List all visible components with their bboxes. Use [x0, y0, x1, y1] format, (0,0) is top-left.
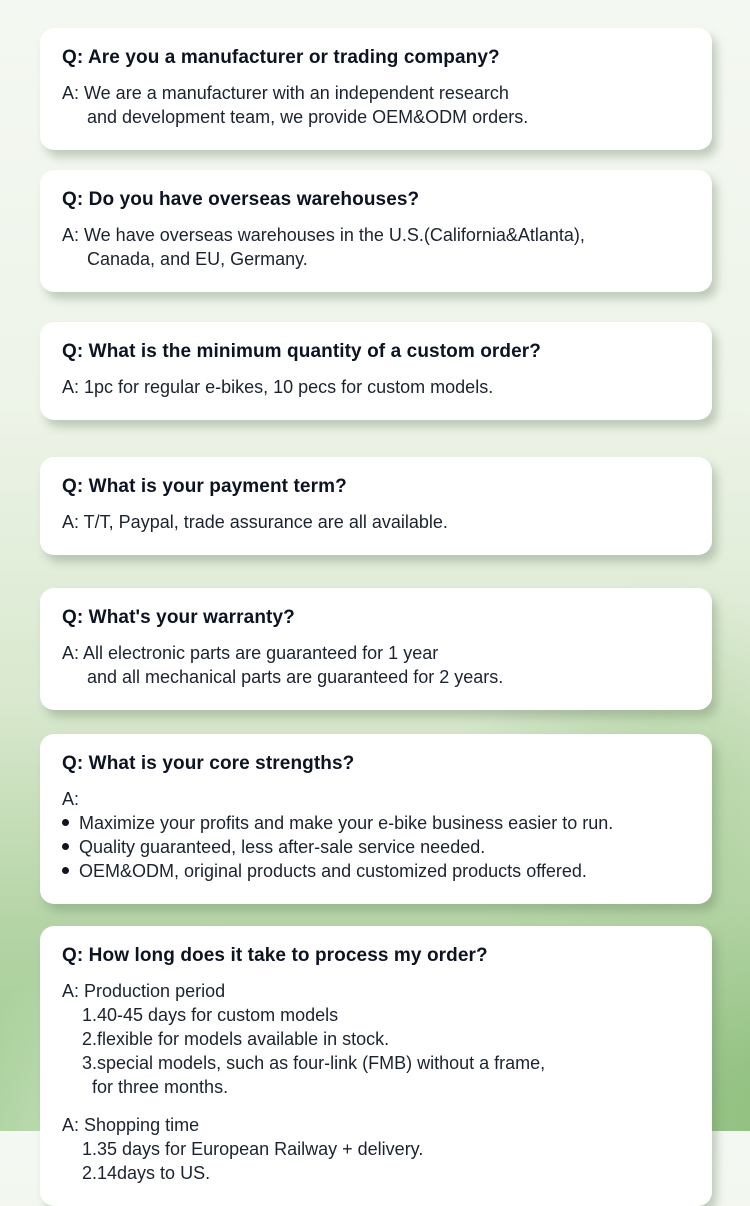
faq-question: Q: Are you a manufacturer or trading company? [62, 47, 500, 68]
faq-list-line: 2.flexible for models available in stock. [82, 1029, 390, 1049]
faq-answer-label: A: [62, 789, 80, 809]
faq-bullet-item [62, 859, 694, 883]
faq-card-4 [40, 457, 712, 555]
faq-bullet-item [62, 811, 694, 835]
faq-list-line: for three months. [92, 1077, 229, 1097]
faq-card-7 [40, 926, 712, 1206]
faq-answer-line: Canada, and EU, Germany. [87, 249, 308, 269]
faq-card-6 [40, 734, 712, 904]
bullet-icon [62, 843, 69, 850]
faq-answer-line: and all mechanical parts are guaranteed for 2 years. [87, 667, 504, 687]
faq-list-line: 2.14days to US. [82, 1163, 211, 1183]
faq-question: Q: How long does it take to process my order? [62, 945, 488, 966]
faq-answer-line: A: We are a manufacturer with an independent research [62, 83, 509, 103]
faq-card-2 [40, 170, 712, 292]
faq-answer-line: A: 1pc for regular e-bikes, 10 pecs for custom models. [62, 377, 494, 397]
bullet-icon [62, 819, 69, 826]
faq-bullet-item [62, 835, 694, 859]
faq-bullet-text: Maximize your profits and make your e-bike business easier to run. [79, 813, 614, 833]
faq-list-line: 1.40-45 days for custom models [82, 1005, 339, 1025]
faq-list-line: 1.35 days for European Railway + delivery. [82, 1139, 424, 1159]
faq-answer-line: and development team, we provide OEM&ODM orders. [87, 107, 529, 127]
faq-answer-line: A: All electronic parts are guaranteed for 1 year [62, 643, 439, 663]
faq-bullet-text: OEM&ODM, original products and customized products offered. [79, 861, 587, 881]
faq-question: Q: What's your warranty? [62, 607, 295, 628]
faq-question: Q: What is your payment term? [62, 476, 347, 497]
faq-card-3 [40, 322, 712, 420]
faq-question: Q: What is your core strengths? [62, 753, 355, 774]
faq-section-label: A: Shopping time [62, 1115, 200, 1135]
faq-answer-line: A: We have overseas warehouses in the U.S.(California&Atlanta), [62, 225, 585, 245]
faq-bullet-text: Quality guaranteed, less after-sale service needed. [79, 837, 486, 857]
faq-question: Q: What is the minimum quantity of a custom order? [62, 341, 541, 362]
faq-card-5 [40, 588, 712, 710]
faq-section-label: A: Production period [62, 981, 226, 1001]
faq-list-line: 3.special models, such as four-link (FMB) without a frame, [82, 1053, 546, 1073]
faq-question: Q: Do you have overseas warehouses? [62, 189, 420, 210]
bullet-icon [62, 867, 69, 874]
faq-answer-line: A: T/T, Paypal, trade assurance are all available. [62, 512, 448, 532]
faq-card-1 [40, 28, 712, 150]
